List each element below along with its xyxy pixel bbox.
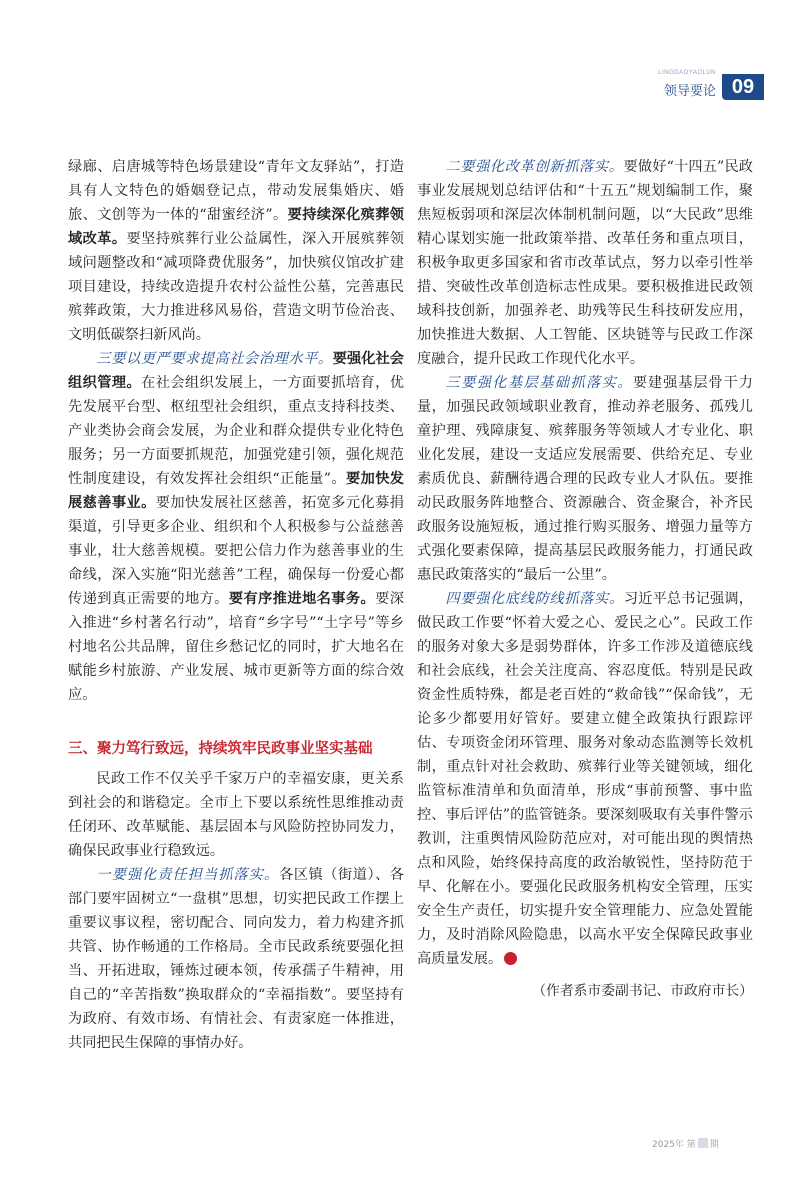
paragraph xyxy=(417,371,753,587)
left-column xyxy=(68,155,404,1055)
section-title: 领导要论 xyxy=(663,84,716,99)
lead-phrase: 四要强化底线防线抓落实。 xyxy=(445,591,624,607)
paragraph xyxy=(68,767,404,863)
right-column xyxy=(417,155,753,1003)
paragraph xyxy=(417,587,753,971)
paragraph xyxy=(68,347,404,707)
bold-phrase: 要加快发展慈善事业。 xyxy=(68,471,404,511)
bold-phrase: 要有序推进地名事务。 xyxy=(228,591,376,607)
section-pinyin: LINGDAOYAOLUN xyxy=(658,70,716,76)
lead-phrase: 二要强化改革创新抓落实。 xyxy=(445,159,624,175)
paragraph-text: 要坚持殡葬行业公益属性，深入开展殡葬领域问题整改和“减项降费优服务”，加快殡仪馆改扩建项目建设，持续改造提升农村公益性公墓，完善惠民殡葬政策，大力推进移风易俗，营造文明节俭治丧、文明低碳祭扫新风尚。 xyxy=(68,231,404,343)
paragraph-text: 民政工作不仅关乎千家万户的幸福安康，更关系到社会的和谐稳定。全市上下要以系统性思维推动责任闭环、改革赋能、基层固本与风险防控协同发力，确保民政事业行稳致远。 xyxy=(68,771,404,859)
paragraph xyxy=(68,863,404,1055)
paragraph-text: 绿廊、启唐城等特色场景建设“青年文友驿站”，打造具有人文特色的婚姻登记点，带动发展集婚庆、婚旅、文创等为一体的“甜蜜经济”。 xyxy=(68,159,404,223)
paragraph-text: 各区镇（街道）、各部门要牢固树立“一盘棋”思想，切实把民政工作摆上重要议事议程，密切配合、同向发力，着力构建齐抓共管、协作畅通的工作格局。全市民政系统要强化担当、开拓进取，锤炼过硬本领，传承孺子牛精神，用自己的“辛苦指数”换取群众的“幸福指数”。要坚持有为政府、有效市场、有情社会、有责家庭一体推进，共同把民生保障的事情办好。 xyxy=(68,867,404,1051)
paragraph-text: 要建强基层骨干力量，加强民政领域职业教育，推动养老服务、孤残儿童护理、残障康复、殡葬服务等领域人才专业化、职业化发展，建设一支适应发展需要、供给充足、专业素质优良、薪酬待遇合理的民政专业人才队伍。要推动民政服务阵地整合、资源融合、资金聚合，补齐民政服务设施短板，通过推行购买服务、增强力量等方式强化要素保障，提高基层民政服务能力，打通民政惠民政策落实的“最后一公里”。 xyxy=(417,375,753,583)
paragraph-text: 要加快发展社区慈善，拓宽多元化募捐渠道，引导更多企业、组织和个人积极参与公益慈善事业，壮大慈善规模。要把公信力作为慈善事业的生命线，深入实施“阳光慈善”工程，确保每一份爱心都传递到真正需要的地方。 xyxy=(68,495,404,607)
page-number: 09 xyxy=(722,74,764,100)
paragraph-text: 习近平总书记强调，做民政工作要“怀着大爱之心、爱民之心”。民政工作的服务对象大多是弱势群体，许多工作涉及道德底线和社会底线，社会关注度高、容忍度低。特别是民政资金性质特殊，都是老百姓的“救命钱”“保命钱”，无论多少都要用好管好。要建立健全政策执行跟踪评估、专项资金闭环管理、服务对象动态监测等长效机制，重点针对社会救助、殡葬行业等关键领域，细化监管标准清单和负面清单，形成“事前预警、事中监控、事后评估”的监管链条。要深刻吸取有关事件警示教训，注重舆情风险防范应对，对可能出现的舆情热点和风险，始终保持高度的政治敏锐性，坚持防范于早、化解在小。要强化民政服务机构安全管理，压实安全生产责任，切实提升安全管理能力、应急处置能力，及时消除风险隐患，以高水平安全保障民政事业高质量发展。 xyxy=(417,591,753,967)
end-mark-icon xyxy=(504,952,517,965)
lead-phrase: 三要以更严要求提高社会治理水平。 xyxy=(96,351,333,367)
bold-phrase: 要持续深化殡葬领域改革。 xyxy=(68,207,404,247)
paragraph-text: 要深入推进“乡村著名行动”，培育“乡字号”“土字号”等乡村地名公共品牌，留住乡愁记忆的同时，扩大地名在赋能乡村旅游、产业发展、城市更新等方面的综合效应。 xyxy=(68,591,404,703)
lead-phrase: 一要强化责任担当抓落实。 xyxy=(96,867,280,883)
footer-year: 2025年 第 xyxy=(652,1140,696,1150)
footer-issue: 期 xyxy=(709,1140,719,1150)
bold-phrase: 要强化社会组织管理。 xyxy=(68,351,404,391)
paragraph xyxy=(68,155,404,347)
paragraph-text: 在社会组织发展上，一方面要抓培育，优先发展平台型、枢纽型社会组织，重点支持科技类、产业类协会商会发展，为企业和群众提供专业化特色服务；另一方面要抓规范，加强党建引领，强化规范性制度建设，有效发挥社会组织“正能量”。 xyxy=(68,375,404,487)
section-heading: 三、聚力笃行致远，持续筑牢民政事业坚实基础 xyxy=(68,741,373,757)
page-footer xyxy=(652,1137,719,1150)
lead-phrase: 三要强化基层基础抓落实。 xyxy=(445,375,633,391)
paragraph xyxy=(417,155,753,371)
author-note: （作者系市委副书记、市政府市长） xyxy=(532,983,753,999)
paragraph-text: 要做好“十四五”民政事业发展规划总结评估和“十五五”规划编制工作，聚焦短板弱项和深层次体制机制问题，以“大民政”思维精心谋划实施一批政策举措、改革任务和重点项目，积极争取更多国家和省市改革试点，努力以牵引性举措、突破性改革创造标志性成果。要积极推进民政领域科技创新，加强养老、助残等民生科技研发应用，加快推进大数据、人工智能、区块链等与民政工作深度融合，提升民政工作现代化水平。 xyxy=(417,159,753,367)
issue-box-icon xyxy=(698,1138,708,1148)
